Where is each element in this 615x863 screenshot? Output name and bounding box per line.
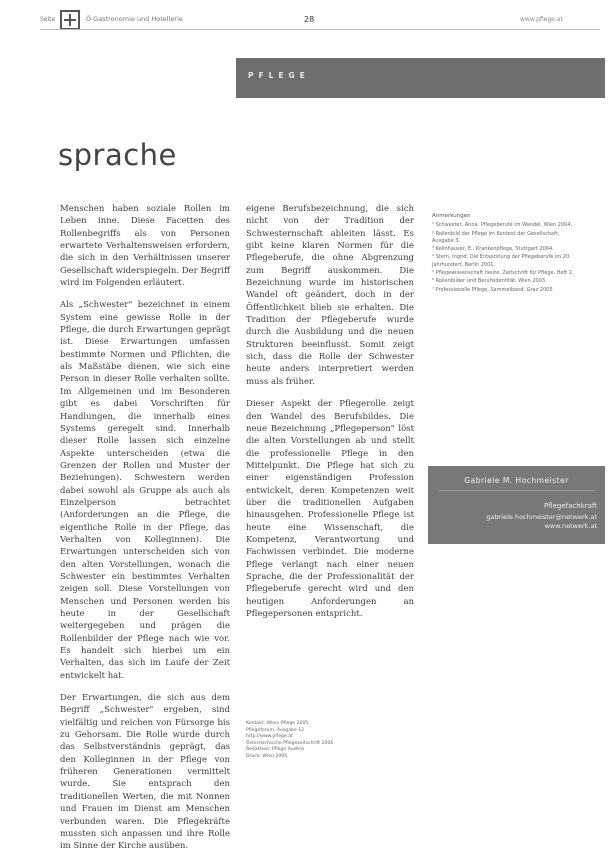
author-web-link[interactable]: www.netwerk.at [544,522,597,530]
footnote: ⁷ Professionelle Pflege, Sammelband, Graz 2005. [432,286,555,293]
paragraph: Dieser Aspekt der Pflegerolle zeigt den Wandel des Berufsbildes. Die neue Bezeichnung „Pflegeperson" löst die alten Vorstellungen ab und stellt die professionelle Pflege in den Mittelpunkt. Die Pflege hat sich zu einer eigenständigen Profession entwickelt, deren Kompetenzen weit über die traditionellen Aufgaben hinausgehen. Professionelle Pflege ist heute eine Wissenschaft, die Kompetenz, Verantwortung und Fachwissen verbindet. Die moderne Pflege verlangt nach einer neuen Sprache, die der Professionalität der Pflegeberufe gerecht wird und den heutigen Anforderungen an Pflegepersonen entspricht. [246,399,414,619]
reference-line: Druck: Wien 2005 [246,753,288,759]
article-title: sprache [58,138,177,172]
author-divider [438,490,595,491]
footnote: ¹ Schwester, Anna: Pflegeberufe im Wandel, Wien 2004. [432,222,573,229]
section-banner [236,58,605,98]
paragraph: Als „Schwester" bezeichnet in einem System eine gewisse Rolle in der Pflege, die durch Erwartungen geprägt ist. Diese Erwartungen umfassen bestimmte Normen und Pflichten, die als Maßstäbe dienen, wie sich eine Person in dieser Rolle verhalten sollte. Im Allgemeinen und im Besonderen gibt es dabei Vorschriften für Handlungen, die innerhalb eines Systems geregelt sind. Innerhalb dieser Rolle lassen sich einzelne Aspekte unterscheiden (etwa die Grenzen der Rollen und Muster der Beziehungen). Schwestern werden dabei sowohl als Gruppe als auch als Einzelperson betrachtet (Anforderungen an die Pflege, die eigentliche Rolle in der Pflege, das Verhalten von Kolleginnen). Die Erwartungen unterscheiden sich von den alten Vorstellungen, wonach die Schwester ein bestimmtes Verhalten zeigen soll. Diese Vorstellungen von Menschen und Personen werden bis heute in der Gesellschaft weitergegeben und prägen die Rollenbilder der Pflege nach wie vor. Es handelt sich hierbei um ein Verhalten, das sich im Laufe der Zeit entwickelt hat. [60,300,230,681]
author-role: Pflegefachkraft [543,502,597,510]
reference-line: Pflegeforum, Ausgabe 12 [246,727,305,733]
header-right-label: www.pflege.at [520,16,563,23]
footnote: ⁵ Pflegewissenschaft heute, Zeitschrift für Pflege, Heft 2. [432,270,574,277]
reference-block [246,721,416,760]
footnote: ² Rollenbild der Pflege im Kontext der Gesellschaft, Ausgabe 3. [432,230,560,244]
author-name: Gabriele M. Hochmeister [464,476,569,485]
body-column-1 [60,203,230,863]
banner-text: PFLEGE [248,71,310,80]
header-divider [40,29,600,30]
header-left-label: Seite [40,16,56,23]
reference-line: Redaktion: Pflege Austria [246,747,304,752]
paragraph: Menschen haben soziale Rollen im Leben inne. Diese Facetten des Rollenbegriffs als von Personen erwartete Verhaltensweisen erfordern, die sich in den Verhältnissen unserer Gesellschaft widerspiegeln. Der Begriff wird im Folgenden erläutert. [60,204,230,289]
reference-line: Österreichische Pflegezeitschrift 2005 [246,740,334,746]
header-publication: Ö Gastronomie und Hotellerie [86,15,183,23]
reference-line: http://www.pflege.at [246,734,293,739]
reference-line: Kontakt: Wien, Pflege 2005 [246,721,309,726]
body-column-2 [246,203,414,630]
author-email-link[interactable]: gabriele.hochmeister@netwerk.at [486,513,597,521]
footnote: ³ Kellnhauser, E.: Krankenpflege, Stuttgart 2004. [432,246,554,253]
footnotes [432,213,582,295]
cross-logo-icon [60,10,80,30]
page-number: 28 [304,15,315,24]
paragraph: Der Erwartungen, die sich aus dem Begriff „Schwester" ergeben, sind vielfältig und reichen von Fürsorge bis zu Gehorsam. Die Rolle wurde durch das Selbstverständnis geprägt, das den Kolleginnen in der Pflege von früheren Generationen vermittelt wurde. Sie entsprach den traditionellen Werten, die mit Nonnen und Frauen im Dienst am Menschen verbunden waren. Die Pflegekräfte mussten sich anpassen und ihre Rolle im Sinne der Kirche ausüben. [60,693,230,852]
footnote: ⁴ Stern, Ingrid: Die Entwicklung der Pflegeberufe im 20. Jahrhundert, Berlin 2001. [432,254,571,268]
footnote: ⁶ Rollenbilder und Berufsidentität, Wien 2003. [432,278,547,285]
author-box [428,466,605,544]
footnotes-heading: Anmerkungen [432,213,471,219]
page-header [0,0,615,36]
paragraph: eigene Berufsbezeichnung, die sich nicht von der Tradition der Schwesternschaft ableiten lässt. Es gibt keine klaren Normen für die Pflegeberufe, die ohne Abgrenzung zum Begriff auskommen. Die Bezeichnung wurde im historischen Wandel oft geändert, doch in der Öffentlichkeit blieb sie erhalten. Die Tradition der Pflegeberufe wurde durch die Ausbildung und die neuen Strukturen beeinflusst. Somit zeigt sich, dass die Rolle der Schwester heute anders interpretiert werden muss als früher. [246,204,414,387]
